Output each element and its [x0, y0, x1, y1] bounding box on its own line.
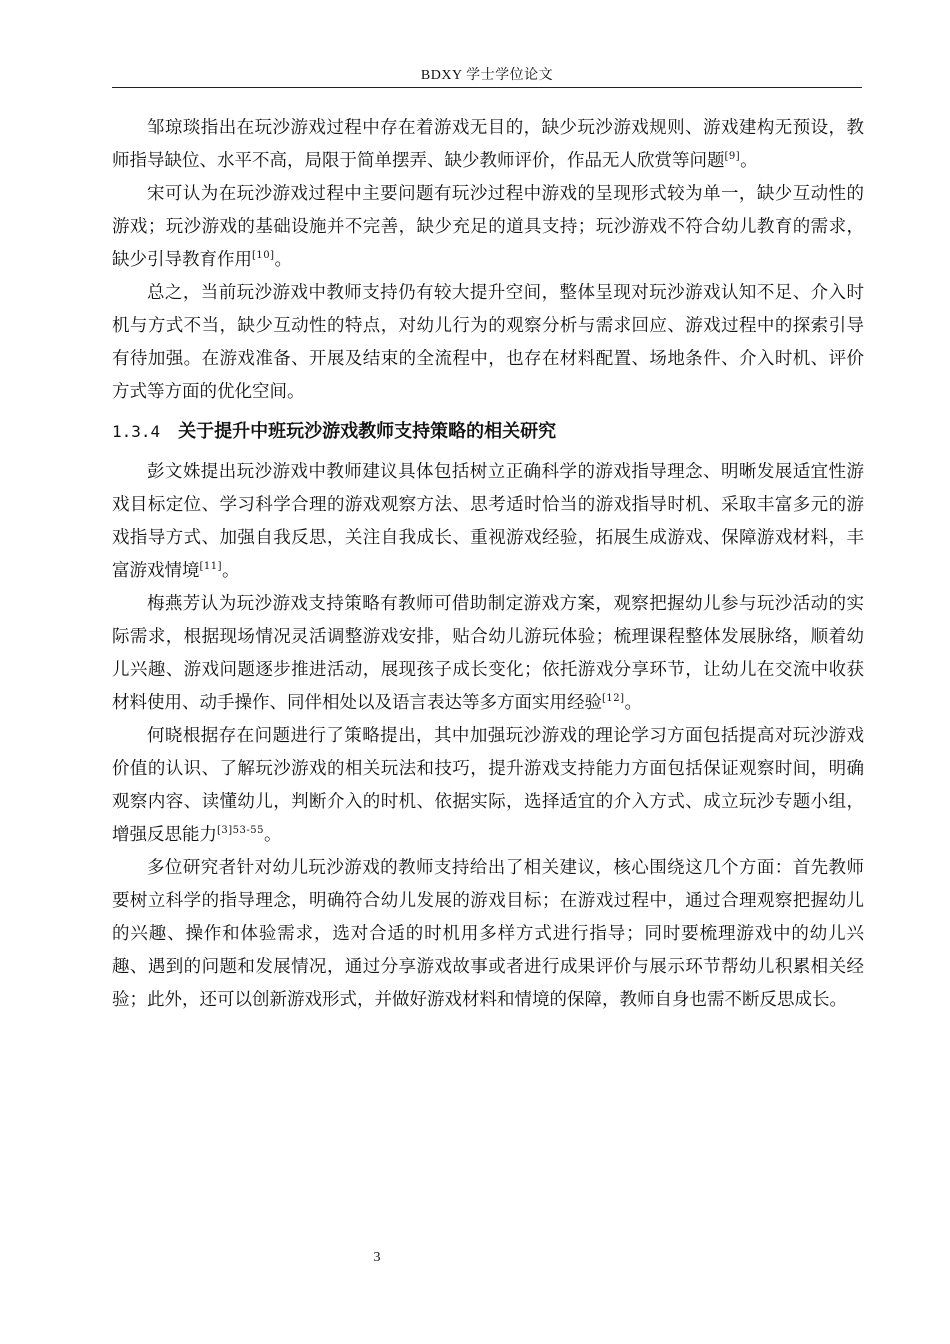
page-number: 3 — [373, 1250, 381, 1265]
body-paragraph — [112, 852, 864, 1017]
paragraph-end: 。 — [222, 561, 240, 581]
paragraph-text: 多位研究者针对幼儿玩沙游戏的教师支持给出了相关建议，核心围绕这几个方面：首先教师要树立科学的指导理念，明确符合幼儿发展的游戏目标；在游戏过程中，通过合理观察把握幼儿的兴趣、操作和体验需求，选对合适的时机用多样方式进行指导；同时要梳理游戏中的幼儿兴趣、遇到的问题和发展情况，通过分享游戏故事或者进行成果评价与展示环节帮幼儿积累相关经验；此外，还可以创新游戏形式，并做好游戏材料和情境的保障，教师自身也需不断反思成长。 — [112, 858, 864, 1010]
body-paragraph — [112, 720, 864, 852]
body-paragraph — [112, 112, 864, 178]
citation-ref: [11] — [199, 561, 223, 572]
section-heading — [112, 414, 864, 450]
citation-ref: [3]53-55 — [217, 825, 264, 836]
paragraph-text: 梅燕芳认为玩沙游戏支持策略有教师可借助制定游戏方案，观察把握幼儿参与玩沙活动的实际需求，根据现场情况灵活调整游戏安排，贴合幼儿游玩体验；梳理课程整体发展脉络，顺着幼儿兴趣、游戏问题逐步推进活动，展现孩子成长变化；依托游戏分享环节，让幼儿在交流中收获材料使用、动手操作、同伴相处以及语言表达等多方面实用经验 — [112, 594, 864, 713]
citation-ref: [12] — [602, 693, 625, 704]
paragraph-end: 。 — [740, 151, 758, 171]
paragraph-text: 何晓根据存在问题进行了策略提出，其中加强玩沙游戏的理论学习方面包括提高对玩沙游戏价值的认识、了解玩沙游戏的相关玩法和技巧，提升游戏支持能力方面包括保证观察时间，明确观察内容、读懂幼儿，判断介入的时机、依据实际，选择适宜的介入方式、成立玩沙专题小组，增强反思能力 — [112, 726, 864, 845]
paragraph-group-before — [112, 112, 864, 409]
paragraph-group-after — [112, 456, 864, 1017]
paragraph-text: 彭文姝提出玩沙游戏中教师建议具体包括树立正确科学的游戏指导理念、明晰发展适宜性游戏目标定位、学习科学合理的游戏观察方法、思考适时恰当的游戏指导时机、采取丰富多元的游戏指导方式、加强自我反思，关注自我成长、重视游戏经验，拓展生成游戏、保障游戏材料，丰富游戏情境 — [112, 462, 864, 581]
body-paragraph — [112, 178, 864, 277]
paragraph-end: 。 — [624, 693, 643, 713]
paragraph-text: 总之，当前玩沙游戏中教师支持仍有较大提升空间，整体呈现对玩沙游戏认知不足、介入时机与方式不当，缺少互动性的特点，对幼儿行为的观察分析与需求回应、游戏过程中的探索引导有待加强。在游戏准备、开展及结束的全流程中，也存在材料配置、场地条件、介入时机、评价方式等方面的优化空间。 — [112, 283, 864, 402]
paragraph-text: 邹琼琰指出在玩沙游戏过程中存在着游戏无目的，缺少玩沙游戏规则、游戏建构无预设，教师指导缺位、水平不高，局限于简单摆弄、缺少教师评价，作品无人欣赏等问题 — [112, 118, 864, 171]
section-number: 1.3.4 — [112, 422, 161, 441]
page-body — [112, 112, 864, 1017]
running-header: BDXY 学士学位论文 — [420, 68, 554, 83]
body-paragraph — [112, 456, 864, 588]
paragraph-end: 。 — [274, 250, 293, 270]
section-title: 关于提升中班玩沙游戏教师支持策略的相关研究 — [178, 421, 557, 442]
header-rule — [112, 87, 862, 88]
paragraph-text: 宋可认为在玩沙游戏过程中主要问题有玩沙过程中游戏的呈现形式较为单一，缺少互动性的游戏；玩沙游戏的基础设施并不完善，缺少充足的道具支持；玩沙游戏不符合幼儿教育的需求，缺少引导教育作用 — [112, 184, 864, 270]
citation-ref: [9] — [724, 151, 741, 162]
citation-ref: [10] — [252, 250, 275, 261]
paragraph-end: 。 — [264, 825, 282, 845]
body-paragraph — [112, 588, 864, 720]
body-paragraph — [112, 277, 864, 409]
